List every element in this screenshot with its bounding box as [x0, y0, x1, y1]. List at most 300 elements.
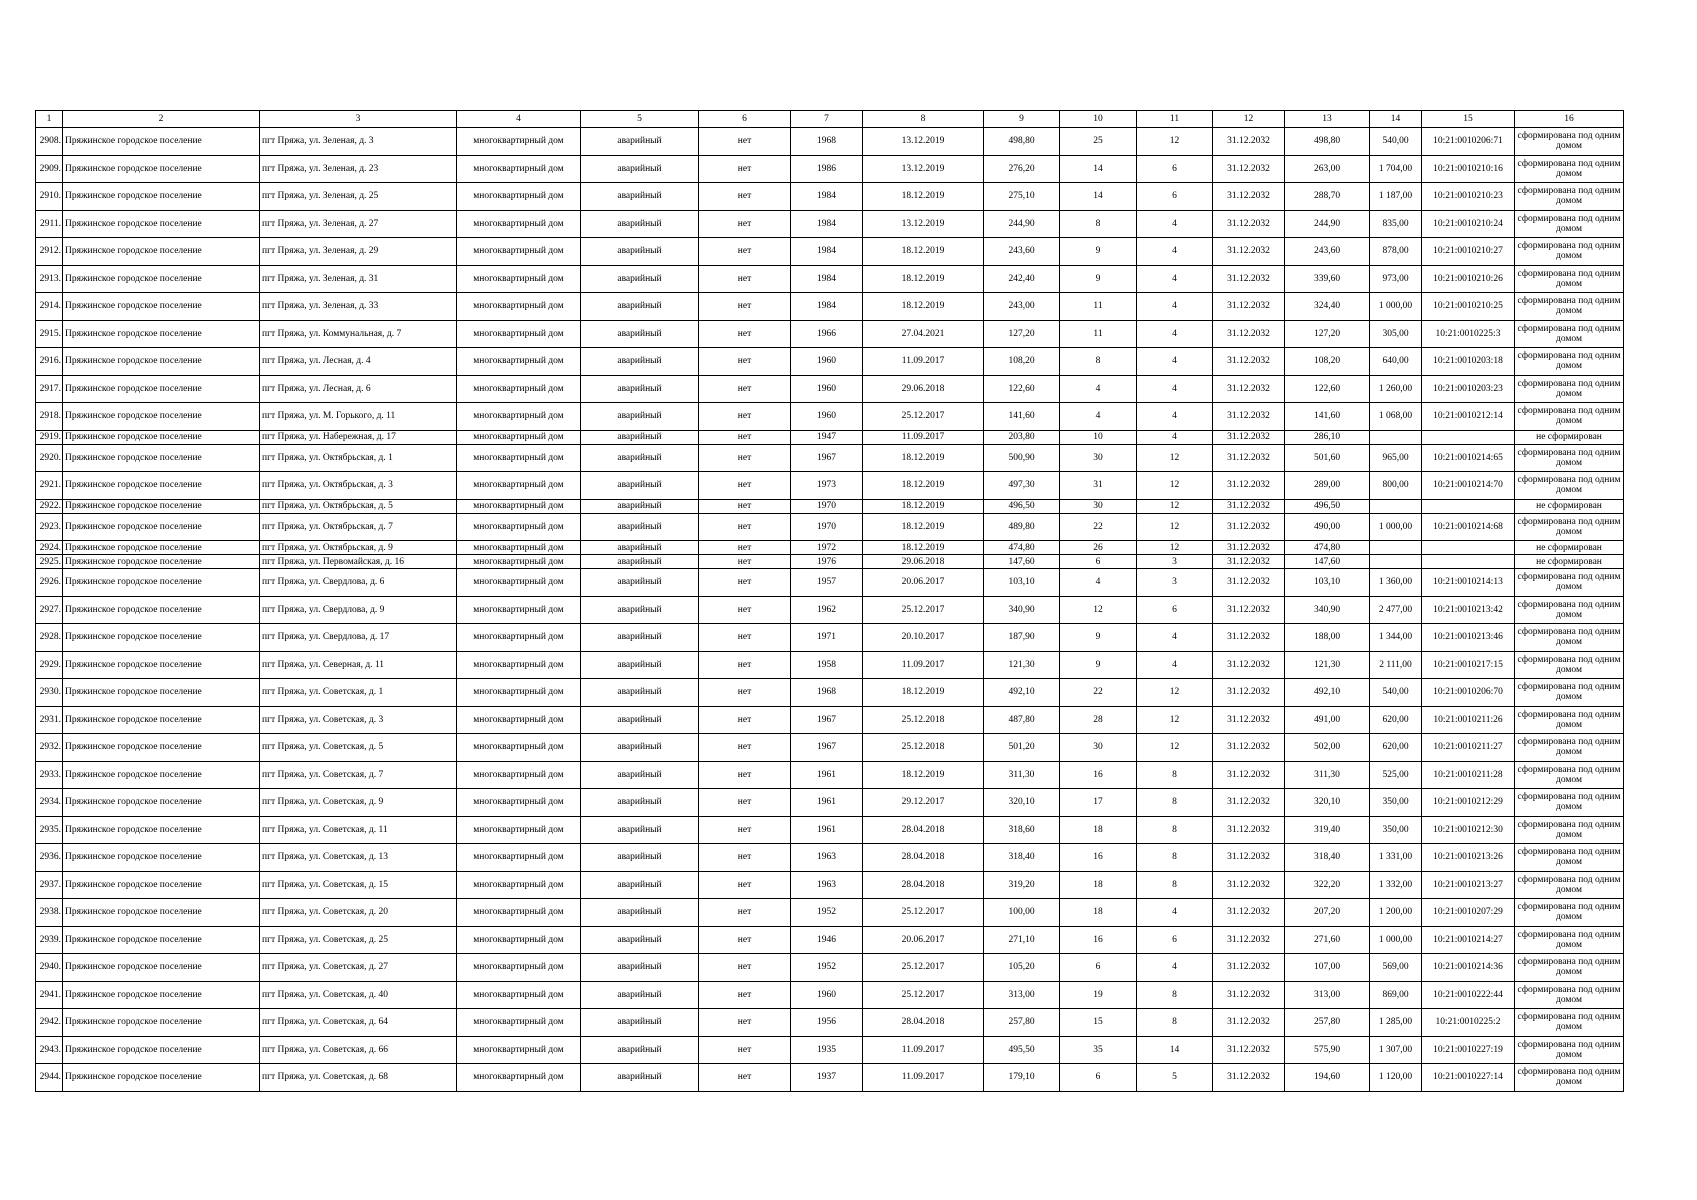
table-cell-col-7: 1986: [791, 155, 863, 183]
table-cell-col-11: 12: [1137, 499, 1213, 513]
table-cell-col-8: 11.09.2017: [863, 430, 984, 444]
table-cell-col-5: аварийный: [581, 899, 699, 927]
table-cell-col-8: 18.12.2019: [863, 293, 984, 321]
table-cell-col-16: сформирована под одним домом: [1515, 238, 1624, 266]
table-cell-col-16: сформирована под одним домом: [1515, 513, 1624, 541]
table-cell-col-7: 1967: [791, 444, 863, 472]
table-cell-col-9: 121,30: [984, 651, 1060, 679]
table-cell-col-14: 1 068,00: [1370, 403, 1422, 431]
table-cell-col-14: 620,00: [1370, 734, 1422, 762]
table-cell-col-15: 10:21:0010210:23: [1422, 183, 1515, 211]
table-cell-col-1: 2915.: [36, 320, 63, 348]
table-cell-col-10: 17: [1060, 789, 1137, 817]
table-cell-col-1: 2941.: [36, 981, 63, 1009]
table-cell-col-10: 16: [1060, 761, 1137, 789]
table-cell-col-7: 1937: [791, 1064, 863, 1092]
table-cell-col-8: 25.12.2018: [863, 734, 984, 762]
table-cell-col-9: 103,10: [984, 569, 1060, 597]
table-cell-col-15: 10:21:0010225:3: [1422, 320, 1515, 348]
table-cell-col-13: 107,00: [1285, 954, 1370, 982]
table-cell-col-14: 965,00: [1370, 444, 1422, 472]
table-cell-col-10: 11: [1060, 320, 1137, 348]
table-cell-col-12: 31.12.2032: [1213, 789, 1285, 817]
table-cell-col-3: пгт Пряжа, ул. Северная, д. 11: [260, 651, 457, 679]
table-cell-col-13: 311,30: [1285, 761, 1370, 789]
table-cell-col-14: [1370, 555, 1422, 569]
table-cell-col-2: Пряжинское городское поселение: [63, 472, 260, 500]
table-cell-col-15: 10:21:0010213:42: [1422, 596, 1515, 624]
table-cell-col-6: нет: [699, 128, 791, 156]
table-cell-col-9: 487,80: [984, 706, 1060, 734]
table-cell-col-13: 320,10: [1285, 789, 1370, 817]
table-cell-col-1: 2917.: [36, 375, 63, 403]
table-cell-col-12: 31.12.2032: [1213, 1036, 1285, 1064]
table-cell-col-9: 497,30: [984, 472, 1060, 500]
table-cell-col-12: 31.12.2032: [1213, 293, 1285, 321]
table-cell-col-10: 9: [1060, 624, 1137, 652]
table-cell-col-4: многоквартирный дом: [457, 348, 581, 376]
table-cell-col-1: 2938.: [36, 899, 63, 927]
table-cell-col-8: 25.12.2018: [863, 706, 984, 734]
table-cell-col-13: 121,30: [1285, 651, 1370, 679]
table-row: [36, 981, 1624, 1009]
table-cell-col-6: нет: [699, 375, 791, 403]
table-cell-col-2: Пряжинское городское поселение: [63, 734, 260, 762]
table-cell-col-3: пгт Пряжа, ул. Свердлова, д. 9: [260, 596, 457, 624]
table-cell-col-12: 31.12.2032: [1213, 926, 1285, 954]
table-row: [36, 1036, 1624, 1064]
table-cell-col-13: 108,20: [1285, 348, 1370, 376]
table-cell-col-13: 339,60: [1285, 265, 1370, 293]
table-cell-col-2: Пряжинское городское поселение: [63, 624, 260, 652]
table-cell-col-16: сформирована под одним домом: [1515, 789, 1624, 817]
table-cell-col-16: сформирована под одним домом: [1515, 569, 1624, 597]
table-cell-col-13: 491,00: [1285, 706, 1370, 734]
table-cell-col-9: 271,10: [984, 926, 1060, 954]
table-cell-col-1: 2914.: [36, 293, 63, 321]
table-cell-col-13: 141,60: [1285, 403, 1370, 431]
table-row: [36, 265, 1624, 293]
table-row: [36, 706, 1624, 734]
table-cell-col-9: 489,80: [984, 513, 1060, 541]
table-cell-col-12: 31.12.2032: [1213, 430, 1285, 444]
table-cell-col-11: 12: [1137, 734, 1213, 762]
table-cell-col-5: аварийный: [581, 734, 699, 762]
table-cell-col-1: 2927.: [36, 596, 63, 624]
table-cell-col-4: многоквартирный дом: [457, 183, 581, 211]
table-cell-col-2: Пряжинское городское поселение: [63, 954, 260, 982]
table-cell-col-15: [1422, 499, 1515, 513]
table-cell-col-7: 1961: [791, 816, 863, 844]
table-cell-col-16: сформирована под одним домом: [1515, 981, 1624, 1009]
table-cell-col-11: 4: [1137, 624, 1213, 652]
table-cell-col-2: Пряжинское городское поселение: [63, 871, 260, 899]
table-cell-col-15: 10:21:0010212:29: [1422, 789, 1515, 817]
table-cell-col-12: 31.12.2032: [1213, 238, 1285, 266]
table-cell-col-1: 2935.: [36, 816, 63, 844]
table-cell-col-5: аварийный: [581, 499, 699, 513]
table-row: [36, 651, 1624, 679]
table-cell-col-10: 4: [1060, 569, 1137, 597]
table-cell-col-12: 31.12.2032: [1213, 183, 1285, 211]
table-cell-col-13: 147,60: [1285, 555, 1370, 569]
table-cell-col-7: 1952: [791, 899, 863, 927]
column-header-2: 2: [63, 111, 260, 128]
table-cell-col-4: многоквартирный дом: [457, 981, 581, 1009]
table-cell-col-13: 286,10: [1285, 430, 1370, 444]
table-cell-col-8: 18.12.2019: [863, 265, 984, 293]
table-cell-col-14: 1 360,00: [1370, 569, 1422, 597]
table-cell-col-11: 12: [1137, 706, 1213, 734]
table-cell-col-7: 1973: [791, 472, 863, 500]
table-cell-col-13: 288,70: [1285, 183, 1370, 211]
table-cell-col-12: 31.12.2032: [1213, 1064, 1285, 1092]
table-cell-col-9: 141,60: [984, 403, 1060, 431]
table-cell-col-9: 244,90: [984, 210, 1060, 238]
table-cell-col-11: 4: [1137, 651, 1213, 679]
table-cell-col-15: 10:21:0010210:27: [1422, 238, 1515, 266]
table-cell-col-11: 4: [1137, 238, 1213, 266]
table-cell-col-7: 1984: [791, 238, 863, 266]
table-cell-col-8: 28.04.2018: [863, 871, 984, 899]
table-cell-col-6: нет: [699, 320, 791, 348]
table-cell-col-6: нет: [699, 499, 791, 513]
table-cell-col-10: 6: [1060, 555, 1137, 569]
table-cell-col-10: 22: [1060, 679, 1137, 707]
table-cell-col-8: 13.12.2019: [863, 210, 984, 238]
table-cell-col-12: 31.12.2032: [1213, 734, 1285, 762]
table-cell-col-14: 350,00: [1370, 816, 1422, 844]
table-cell-col-7: 1952: [791, 954, 863, 982]
table-row: [36, 128, 1624, 156]
table-cell-col-15: 10:21:0010210:26: [1422, 265, 1515, 293]
table-cell-col-14: 640,00: [1370, 348, 1422, 376]
table-cell-col-8: 11.09.2017: [863, 651, 984, 679]
table-cell-col-7: 1956: [791, 1009, 863, 1037]
table-row: [36, 926, 1624, 954]
table-cell-col-4: многоквартирный дом: [457, 899, 581, 927]
table-cell-col-3: пгт Пряжа, ул. Лесная, д. 6: [260, 375, 457, 403]
table-cell-col-2: Пряжинское городское поселение: [63, 651, 260, 679]
table-cell-col-5: аварийный: [581, 430, 699, 444]
table-cell-col-14: 1 704,00: [1370, 155, 1422, 183]
table-cell-col-9: 501,20: [984, 734, 1060, 762]
table-cell-col-15: 10:21:0010203:18: [1422, 348, 1515, 376]
table-cell-col-1: 2921.: [36, 472, 63, 500]
table-cell-col-7: 1968: [791, 128, 863, 156]
table-cell-col-16: сформирована под одним домом: [1515, 899, 1624, 927]
table-cell-col-10: 9: [1060, 238, 1137, 266]
table-cell-col-9: 319,20: [984, 871, 1060, 899]
table-cell-col-4: многоквартирный дом: [457, 541, 581, 555]
table-row: [36, 541, 1624, 555]
table-cell-col-11: 4: [1137, 430, 1213, 444]
table-cell-col-2: Пряжинское городское поселение: [63, 320, 260, 348]
table-cell-col-2: Пряжинское городское поселение: [63, 293, 260, 321]
table-cell-col-14: [1370, 499, 1422, 513]
table-cell-col-6: нет: [699, 1009, 791, 1037]
table-cell-col-7: 1946: [791, 926, 863, 954]
table-cell-col-5: аварийный: [581, 981, 699, 1009]
table-cell-col-9: 203,80: [984, 430, 1060, 444]
table-cell-col-4: многоквартирный дом: [457, 375, 581, 403]
table-cell-col-14: 620,00: [1370, 706, 1422, 734]
table-cell-col-4: многоквартирный дом: [457, 128, 581, 156]
table-cell-col-4: многоквартирный дом: [457, 513, 581, 541]
column-header-11: 11: [1137, 111, 1213, 128]
table-cell-col-8: 18.12.2019: [863, 472, 984, 500]
table-cell-col-3: пгт Пряжа, ул. Зеленая, д. 29: [260, 238, 457, 266]
table-cell-col-13: 244,90: [1285, 210, 1370, 238]
table-cell-col-4: многоквартирный дом: [457, 651, 581, 679]
table-cell-col-9: 498,80: [984, 128, 1060, 156]
table-row: [36, 444, 1624, 472]
table-cell-col-11: 4: [1137, 403, 1213, 431]
table-cell-col-12: 31.12.2032: [1213, 981, 1285, 1009]
table-cell-col-9: 320,10: [984, 789, 1060, 817]
table-row: [36, 499, 1624, 513]
table-cell-col-3: пгт Пряжа, ул. Советская, д. 20: [260, 899, 457, 927]
table-cell-col-16: сформирована под одним домом: [1515, 320, 1624, 348]
table-cell-col-6: нет: [699, 899, 791, 927]
table-cell-col-14: 800,00: [1370, 472, 1422, 500]
table-cell-col-5: аварийный: [581, 513, 699, 541]
table-cell-col-5: аварийный: [581, 472, 699, 500]
table-cell-col-5: аварийный: [581, 128, 699, 156]
table-cell-col-6: нет: [699, 734, 791, 762]
table-cell-col-3: пгт Пряжа, ул. Советская, д. 11: [260, 816, 457, 844]
table-cell-col-10: 4: [1060, 403, 1137, 431]
table-cell-col-13: 501,60: [1285, 444, 1370, 472]
table-row: [36, 210, 1624, 238]
table-cell-col-13: 188,00: [1285, 624, 1370, 652]
table-cell-col-11: 8: [1137, 1009, 1213, 1037]
table-cell-col-6: нет: [699, 183, 791, 211]
table-cell-col-16: сформирована под одним домом: [1515, 926, 1624, 954]
table-cell-col-9: 311,30: [984, 761, 1060, 789]
table-cell-col-4: многоквартирный дом: [457, 624, 581, 652]
table-cell-col-4: многоквартирный дом: [457, 871, 581, 899]
table-row: [36, 789, 1624, 817]
table-cell-col-14: 878,00: [1370, 238, 1422, 266]
table-cell-col-14: 305,00: [1370, 320, 1422, 348]
table-cell-col-14: 835,00: [1370, 210, 1422, 238]
table-cell-col-12: 31.12.2032: [1213, 569, 1285, 597]
table-cell-col-2: Пряжинское городское поселение: [63, 541, 260, 555]
table-cell-col-15: 10:21:0010227:19: [1422, 1036, 1515, 1064]
table-cell-col-12: 31.12.2032: [1213, 444, 1285, 472]
table-cell-col-1: 2925.: [36, 555, 63, 569]
table-cell-col-13: 318,40: [1285, 844, 1370, 872]
table-cell-col-1: 2923.: [36, 513, 63, 541]
table-cell-col-1: 2937.: [36, 871, 63, 899]
table-cell-col-14: 569,00: [1370, 954, 1422, 982]
table-cell-col-7: 1968: [791, 679, 863, 707]
table-cell-col-12: 31.12.2032: [1213, 651, 1285, 679]
table-cell-col-6: нет: [699, 624, 791, 652]
table-cell-col-4: многоквартирный дом: [457, 430, 581, 444]
table-cell-col-4: многоквартирный дом: [457, 555, 581, 569]
table-cell-col-4: многоквартирный дом: [457, 444, 581, 472]
table-cell-col-7: 1967: [791, 734, 863, 762]
table-cell-col-16: сформирована под одним домом: [1515, 1064, 1624, 1092]
table-row: [36, 403, 1624, 431]
table-cell-col-10: 9: [1060, 265, 1137, 293]
table-cell-col-11: 8: [1137, 871, 1213, 899]
table-cell-col-7: 1960: [791, 375, 863, 403]
column-header-4: 4: [457, 111, 581, 128]
table-cell-col-11: 5: [1137, 1064, 1213, 1092]
table-cell-col-7: 1962: [791, 596, 863, 624]
table-cell-col-9: 313,00: [984, 981, 1060, 1009]
table-cell-col-5: аварийный: [581, 238, 699, 266]
table-cell-col-1: 2908.: [36, 128, 63, 156]
table-cell-col-6: нет: [699, 513, 791, 541]
table-cell-col-16: не сформирован: [1515, 541, 1624, 555]
table-cell-col-4: многоквартирный дом: [457, 210, 581, 238]
table-cell-col-15: 10:21:0010210:24: [1422, 210, 1515, 238]
table-cell-col-7: 1960: [791, 403, 863, 431]
column-header-5: 5: [581, 111, 699, 128]
table-row: [36, 624, 1624, 652]
table-cell-col-11: 4: [1137, 293, 1213, 321]
table-cell-col-12: 31.12.2032: [1213, 899, 1285, 927]
table-cell-col-12: 31.12.2032: [1213, 265, 1285, 293]
column-header-14: 14: [1370, 111, 1422, 128]
table-cell-col-2: Пряжинское городское поселение: [63, 926, 260, 954]
table-cell-col-15: 10:21:0010214:65: [1422, 444, 1515, 472]
table-cell-col-11: 8: [1137, 981, 1213, 1009]
table-cell-col-14: 1 200,00: [1370, 899, 1422, 927]
table-cell-col-3: пгт Пряжа, ул. Зеленая, д. 3: [260, 128, 457, 156]
table-cell-col-5: аварийный: [581, 444, 699, 472]
table-cell-col-16: сформирована под одним домом: [1515, 679, 1624, 707]
table-cell-col-5: аварийный: [581, 375, 699, 403]
table-cell-col-16: сформирована под одним домом: [1515, 1009, 1624, 1037]
table-cell-col-16: сформирована под одним домом: [1515, 265, 1624, 293]
table-cell-col-10: 25: [1060, 128, 1137, 156]
table-row: [36, 320, 1624, 348]
table-cell-col-14: 973,00: [1370, 265, 1422, 293]
table-cell-col-16: сформирована под одним домом: [1515, 375, 1624, 403]
table-cell-col-9: 492,10: [984, 679, 1060, 707]
table-cell-col-13: 498,80: [1285, 128, 1370, 156]
table-row: [36, 1064, 1624, 1092]
table-cell-col-15: 10:21:0010213:27: [1422, 871, 1515, 899]
table-cell-col-7: 1935: [791, 1036, 863, 1064]
table-cell-col-10: 6: [1060, 954, 1137, 982]
table-cell-col-14: 540,00: [1370, 679, 1422, 707]
table-cell-col-13: 257,80: [1285, 1009, 1370, 1037]
table-cell-col-2: Пряжинское городское поселение: [63, 899, 260, 927]
table-cell-col-8: 18.12.2019: [863, 513, 984, 541]
header-row: [36, 111, 1624, 128]
table-cell-col-13: 122,60: [1285, 375, 1370, 403]
table-cell-col-3: пгт Пряжа, ул. Советская, д. 68: [260, 1064, 457, 1092]
table-cell-col-13: 289,00: [1285, 472, 1370, 500]
table-cell-col-10: 14: [1060, 155, 1137, 183]
table-cell-col-5: аварийный: [581, 816, 699, 844]
table-cell-col-6: нет: [699, 816, 791, 844]
table-cell-col-6: нет: [699, 871, 791, 899]
table-cell-col-14: 1 344,00: [1370, 624, 1422, 652]
table-cell-col-4: многоквартирный дом: [457, 596, 581, 624]
table-cell-col-1: 2910.: [36, 183, 63, 211]
table-cell-col-11: 8: [1137, 844, 1213, 872]
table-cell-col-15: 10:21:0010214:70: [1422, 472, 1515, 500]
table-cell-col-12: 31.12.2032: [1213, 596, 1285, 624]
table-cell-col-8: 25.12.2017: [863, 596, 984, 624]
table-cell-col-5: аварийный: [581, 569, 699, 597]
table-cell-col-14: 525,00: [1370, 761, 1422, 789]
table-cell-col-10: 18: [1060, 871, 1137, 899]
table-cell-col-2: Пряжинское городское поселение: [63, 375, 260, 403]
table-cell-col-4: многоквартирный дом: [457, 926, 581, 954]
table-cell-col-6: нет: [699, 789, 791, 817]
table-cell-col-10: 6: [1060, 1064, 1137, 1092]
table-row: [36, 761, 1624, 789]
table-cell-col-14: 1 332,00: [1370, 871, 1422, 899]
table-cell-col-3: пгт Пряжа, ул. Лесная, д. 4: [260, 348, 457, 376]
table-row: [36, 844, 1624, 872]
table-cell-col-11: 4: [1137, 320, 1213, 348]
table-row: [36, 375, 1624, 403]
table-cell-col-14: 2 111,00: [1370, 651, 1422, 679]
table-cell-col-11: 4: [1137, 265, 1213, 293]
table-cell-col-12: 31.12.2032: [1213, 871, 1285, 899]
table-cell-col-2: Пряжинское городское поселение: [63, 1036, 260, 1064]
table-cell-col-8: 18.12.2019: [863, 541, 984, 555]
table-cell-col-3: пгт Пряжа, ул. М. Горького, д. 11: [260, 403, 457, 431]
table-cell-col-3: пгт Пряжа, ул. Советская, д. 1: [260, 679, 457, 707]
table-cell-col-10: 28: [1060, 706, 1137, 734]
table-cell-col-9: 127,20: [984, 320, 1060, 348]
table-cell-col-5: аварийный: [581, 789, 699, 817]
table-cell-col-3: пгт Пряжа, ул. Октябрьская, д. 5: [260, 499, 457, 513]
table-cell-col-6: нет: [699, 555, 791, 569]
table-cell-col-11: 6: [1137, 926, 1213, 954]
table-cell-col-13: 474,80: [1285, 541, 1370, 555]
table-cell-col-6: нет: [699, 444, 791, 472]
table-cell-col-15: 10:21:0010214:27: [1422, 926, 1515, 954]
table-cell-col-15: 10:21:0010203:23: [1422, 375, 1515, 403]
table-cell-col-10: 31: [1060, 472, 1137, 500]
table-row: [36, 238, 1624, 266]
table-cell-col-8: 25.12.2017: [863, 899, 984, 927]
table-row: [36, 679, 1624, 707]
table-cell-col-12: 31.12.2032: [1213, 403, 1285, 431]
table-cell-col-16: сформирована под одним домом: [1515, 183, 1624, 211]
table-cell-col-8: 29.12.2017: [863, 789, 984, 817]
table-cell-col-6: нет: [699, 981, 791, 1009]
table-cell-col-16: сформирована под одним домом: [1515, 761, 1624, 789]
table-cell-col-13: 194,60: [1285, 1064, 1370, 1092]
table-cell-col-8: 20.06.2017: [863, 926, 984, 954]
table-cell-col-6: нет: [699, 238, 791, 266]
table-cell-col-2: Пряжинское городское поселение: [63, 183, 260, 211]
table-body: [36, 128, 1624, 1092]
column-header-1: 1: [36, 111, 63, 128]
table-cell-col-3: пгт Пряжа, ул. Зеленая, д. 31: [260, 265, 457, 293]
table-cell-col-12: 31.12.2032: [1213, 541, 1285, 555]
table-cell-col-9: 243,00: [984, 293, 1060, 321]
table-cell-col-9: 147,60: [984, 555, 1060, 569]
table-cell-col-2: Пряжинское городское поселение: [63, 679, 260, 707]
table-cell-col-10: 30: [1060, 734, 1137, 762]
table-row: [36, 348, 1624, 376]
table-cell-col-5: аварийный: [581, 844, 699, 872]
table-cell-col-10: 10: [1060, 430, 1137, 444]
